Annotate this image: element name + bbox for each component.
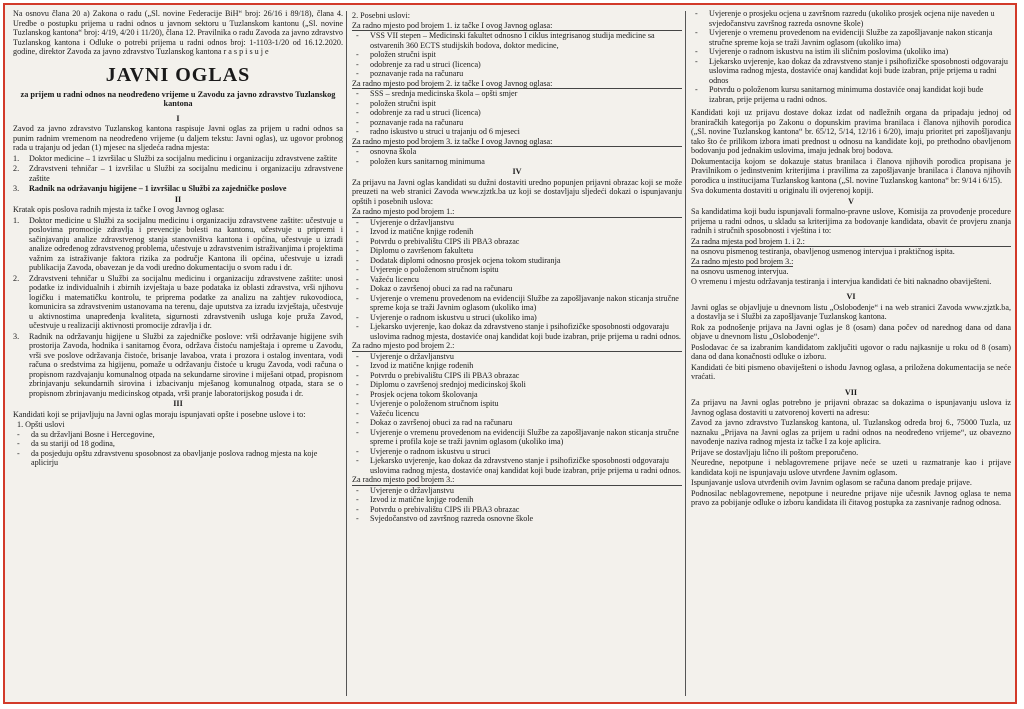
section-number: VII <box>844 387 858 397</box>
list-item: - Potvrdu o prebivalištu CIPS ili PBA3 obrazac <box>356 370 520 380</box>
list-item: - Uvjerenje o položenom stručnom ispitu <box>356 399 499 408</box>
list-item: - da su stariji od 18 godina, <box>17 439 115 448</box>
list-item: - Uvjerenje o vremenu provedenom na evidenciji Službe za zapošljavanje nakon sticanja stručne spreme koja se traži Javnim oglasom (ukoliko ima) <box>356 293 679 312</box>
list-item: - Dokaz o završenoj obuci za rad na računaru <box>356 418 513 427</box>
list-item: - Ljekarsko uvjerenje, kao dokaz da zdravstveno stanje i psihofizičke sposobnosti odgovaraju uslovima radnog mjesta, dostaviće onaj kandidat koji bude izabran, prije prijema u radni odnos. <box>356 456 681 475</box>
list-item: - osnovna škola <box>356 147 417 156</box>
list-item: - odobrenje za rad u struci (licenca) <box>356 59 481 69</box>
list-item: - Diplomu o završenom fakultetu <box>356 246 474 255</box>
list-item: - Uvjerenje o državljanstvu <box>356 485 454 495</box>
column-2 <box>352 9 682 698</box>
list-item: - Potvrdu o prebivalištu CIPS ili PBA3 obrazac <box>356 236 520 246</box>
list-item: - Uvjerenje o radnom iskustvu na istim ili sličnim poslovima (ukoliko ima) <box>695 47 949 56</box>
paragraph: Za prijavu na Javni oglas potrebno je prijavni obrazac sa dokazima o ispunjavanju uslova iz Javnog oglasa dostaviti u zatvorenoj koverti na adresu: <box>691 398 1011 417</box>
column-divider <box>346 11 347 696</box>
list-item: 2. Zdravstveni tehničar – 1 izvršilac u Službi za socijalnu medicinu i organizaciju zdravstvene zaštite <box>13 164 343 183</box>
position-heading: Za radno mjesto pod brojem 3.: <box>352 475 682 486</box>
list-item: - Važeću licencu <box>356 274 419 284</box>
list-item: - da su državljani Bosne i Hercegovine, <box>17 429 155 439</box>
position-heading: Za radno mjesto pod brojem 1. iz tačke I ovog Javnog oglasa: <box>352 21 682 32</box>
list-item: - VSS VII stepen – Medicinski fakultet odnosno I ciklus integrisanog studija medicine sa ostvarenih 360 ECTS studijskih bodova, doktor medicine, <box>356 31 655 50</box>
list-item: - Potvrdu o prebivalištu CIPS ili PBA3 obrazac <box>356 504 520 514</box>
list-item: - Uvjerenje o državljanstvu <box>356 217 454 227</box>
subsection-heading: 2. Posebni uslovi: <box>352 11 411 20</box>
paragraph: O vremenu i mjestu održavanja testiranja i intervjua kandidati će biti naknadno obaviješteni. <box>691 276 992 286</box>
list-item: 2. Zdravstveni tehničar u Službi za socijalnu medicinu i organizaciju zdravstvene zaštite: unosi podatke iz individualnih i zbirnih izvještaja u baze podataka iz oblasti zdravstva, vrši njihovu logičku i matematičku kontrolu, te priprema podatke za analizu na zahtjev rukovodioca, komunicira sa zdravstvenim ustanovama na terenu, daje uputstva za izradu izvještaja, učestvuje u aktivnostima unapređenja kvaliteta, sigurnosti zdravstvenih usluga koje pruža Zavod, učestvuje u realizaciji aktivnosti promocije zdravlja i dr. <box>13 273 343 330</box>
list-item: - Svjedočanstvo od završnog razreda osnovne škole <box>356 514 534 523</box>
section-text: Za prijavu na Javni oglas kandidati su dužni dostaviti uredno popunjen prijavni obrazac koji se može preuzeti na web stranici Zavoda www.zjztk.ba uz koji se dostavljaju sljedeći dokazi o ispunjavanju opštih i posebnih uslova: <box>352 177 682 206</box>
list-item: - Ljekarsko uvjerenje, kao dokaz da zdravstveno stanje i psihofizičke sposobnosti odgovaraju uslovima radnog mjesta, dostaviće onaj kandidat koji bude izabran, prije prijema u radni odnos. <box>356 322 681 341</box>
paragraph: Dokumentacija kojom se dokazuje status branilaca i članova njihovih porodica propisana je Pravilnikom o jedinstvenim kriterijima i pravilima za zapošljavanje branilaca i članova njihovih porodica u institucijama Tuzlanskog kantona („Sl. novine Tuzlanskog kantona“ br: 9/14 i 6/15). <box>691 156 1011 185</box>
position-heading: Za radno mjesto pod brojem 2.: <box>352 341 682 352</box>
section-text: Zavod za javno zdravstvo Tuzlanskog kantona raspisuje Javni oglas za prijem u radni odnos sa punim radnim vremenom na neodređeno vrijeme (u daljem tekstu: Javni oglas), uz ugovor probnog rada u trajanju od jedan (1) mjesec na sljedeća radna mjesta: <box>13 124 343 152</box>
section-number: III <box>173 399 183 408</box>
section-text: Kandidati koji se prijavljuju na Javni oglas moraju ispunjavati opšte i posebne uslove i to: <box>13 409 306 419</box>
list-item: - Uvjerenje o državljanstvu <box>356 351 454 361</box>
paragraph: Poslodavac će sa izabranim kandidatom zaključiti ugovor o radu najkasnije u roku od 8 (osam) dana od dana konačnosti odluke o izboru. <box>691 342 1011 361</box>
list-item: - Uvjerenje o prosjeku ocjena u završnom razredu (ukoliko prosjek ocjena nije naveden u svjedočanstvu završnog razreda osnovne škole) <box>695 9 995 28</box>
list-item: - Uvjerenje o radnom iskustvu u struci <box>356 446 491 456</box>
list-item: - Uvjerenje o radnom iskustvu u struci (ukoliko ima) <box>356 312 537 322</box>
list-item: - Prosjek ocjena tokom školovanja <box>356 389 478 399</box>
paragraph: Neuredne, nepotpune i neblagovremene prijave neće se uzeti u razmatranje kao i prijave kandidata koji ne ispunjavaju uslove utvrđene Javnim oglasom. <box>691 458 1011 477</box>
list-item: - Izvod iz matične knjige rođenih <box>356 227 474 236</box>
section-text: Kratak opis poslova radnih mjesta iz tačke I ovog Javnog oglasa: <box>13 205 225 214</box>
list-item: 1. Doktor medicine u Službi za socijalnu medicinu i organizaciju zdravstvene zaštite: učestvuje u poslovima promocije zdravlja i prevencije bolesti na kantonu, učestvuje u pripremi i sačinjavanju analize zdravstvenog stanja stanovništva kantona i općina, učestvuje u izradi analize određenog zdravstvenog problema, učestvuje u zdravstvenim istraživanjima i projektima važnim za istraživanje faktora rizika za područje Kantona ili općina, učestvuje u izradi publikacija Zavoda, obavezan je da vodi uredno dokumentaciju o svom radu i dr. <box>13 215 343 272</box>
list-item: - Dokaz o završenoj obuci za rad na računaru <box>356 284 513 293</box>
list-item: - radno iskustvo u struci u trajanju od 6 mjeseci <box>356 127 520 136</box>
section-number: II <box>174 194 182 204</box>
paragraph: Zavod za javno zdravstvo Tuzlanskog kantona, ul. Tuzlanskog odreda broj 6., 75000 Tuzla, uz naznaku „Prijava na Javni oglas za prijem u radni odnos na neodređeno vrijeme“, uz obavezno navođenje naziva radnog mjesta iz tačke I za koje aplicira. <box>691 418 1011 446</box>
list-item: - poznavanje rada na računaru <box>356 117 464 127</box>
list-item: - odobrenje za rad u struci (licenca) <box>356 108 481 117</box>
section-number: V <box>848 196 854 206</box>
paragraph: Sva dokumenta dostaviti u originalu ili ovjerenoj kopiji. <box>691 186 874 195</box>
column-1 <box>13 9 343 698</box>
list-item: 3. Radnik na održavanju higijene – 1 izvršilac u Službi za zajedničke poslove <box>13 184 287 193</box>
section-number: IV <box>512 167 522 176</box>
column-3 <box>691 9 1011 698</box>
paragraph: Kandidati će biti pismeno obaviješteni o ishodu Javnog oglasa, a priložena dokumentacija se neće vraćati. <box>691 362 1011 381</box>
list-item: 1. Doktor medicine – 1 izvršilac u Službi za socijalnu medicinu i organizaciju zdravstvene zaštite <box>13 153 338 163</box>
subsection-heading: 1. Opšti uslovi <box>17 420 65 429</box>
list-item: - Uvjerenje o položenom stručnom ispitu <box>356 265 499 274</box>
list-item: - Uvjerenje o vremenu provedenom na evidenciji Službe za zapošljavanje nakon sticanja stručne spreme i profila koje se traži javnim oglasom (ukoliko ima) <box>356 427 679 446</box>
list-item: - položen stručni ispit <box>356 50 436 59</box>
position-heading: Za radno mjesto pod brojem 2. iz tačke I ovog Javnog oglasa: <box>352 79 682 90</box>
section-number: VI <box>846 292 856 301</box>
position-heading: Za radno mjesto pod brojem 3. iz tačke I ovog Javnog oglasa: <box>352 137 682 148</box>
list-item: 3. Radnik na održavanju higijene u Službi za zajedničke poslove: vrši održavanje higijene svih prostorija Zavoda, hodnika i sanitarnog čvora, održava čistoću namještaja i opreme u Zavodu, vrši sve poslove održavanja čistoće, brisanje lavaboa, vrata i prozora i ostalog inventara, vodi računa o sredstvima za higijenu, pomaže u održavanju čistoće u krugu Zavoda, vodi računa o propisnom razdvajanju komunalnog otpada na sekundarne sirovine i miješani otpad, propisnom zbrinjavanju sekundarnih sirovina i izbacivanju mješanog komunalnog otpada, stara se o propisnom zbrinjavanju medicinskog otpada, vrši pranje laboratorijskog posuđa i dr. <box>13 331 343 398</box>
list-item: - položen stručni ispit <box>356 98 436 108</box>
position-heading: Za radno mjesto pod brojem 1.: <box>352 207 682 218</box>
notice-title: JAVNI OGLAS <box>105 63 251 86</box>
list-item: - Potvrdu o položenom kursu sanitarnog minimuma dostaviće onaj kandidat koji bude izabran, prije prijema u radni odnos. <box>695 85 984 104</box>
section-number: I <box>176 113 180 123</box>
paragraph: Podnosilac neblagovremene, nepotpune i neuredne prijave nije učesnik Javnog oglasa te nema pravo za pobijanje odluke o izboru kandidata ili čitavog postupka za zasnivanje radnog odnosa. <box>691 488 1011 507</box>
position-heading: Za radno mjesto pod brojem 3.: <box>691 256 794 266</box>
list-item: - Izvod iz matične knjige rođenih <box>356 361 474 370</box>
paragraph: Kandidati koji uz prijavu dostave dokaz izdat od nadležnih organa da pripadaju jednoj od braniračkih kategorija po Zakonu o dopunskim pravima branilaca i članova njihovih porodica („Sl. novine Tuzlanskog kantona“ br. 65/12, 5/14, 12/16 i 6/20), imaju prioritet pri zapošljavanju tako što će prilikom izbora imati prednost u odnosu na kandidate koji, po prethodno obavljenom bodovanju pod jednakim uslovima, imaju jednak broj bodova. <box>691 108 1011 155</box>
notice-subtitle: za prijem u radni odnos na neodređeno vrijeme u Zavodu za javno zdravstvo Tuzlanskog kantona <box>20 89 336 108</box>
list-item: - Važeću licencu <box>356 408 419 418</box>
list-item: - poznavanje rada na računaru <box>356 69 464 78</box>
list-item: - Uvjerenje o vremenu provedenom na evidenciji Službe za zapošljavanje nakon sticanja stručne spreme koja se traži Javnim oglasom (ukoliko ima) <box>695 28 993 47</box>
paragraph: na osnovu pismenog testiranja, obavljenog usmenog intervjua i praktičnog ispita. <box>691 247 955 256</box>
column-divider <box>685 11 686 696</box>
paragraph: Prijave se dostavljaju lično ili poštom preporučeno. <box>691 447 859 457</box>
list-item: - položen kurs sanitarnog minimuma <box>356 156 485 166</box>
list-item: - Ljekarsko uvjerenje, kao dokaz da zdravstveno stanje i psihofizičke sposobnosti odgovaraju uslovima radnog mjesta, dostaviće onaj kandidat koji bude izabran, prije prijema u radni odnos <box>695 56 1008 85</box>
position-heading: Za radna mjesta pod brojem 1. i 2.: <box>691 237 1011 248</box>
list-item: - Izvod iz matične knjige rođenih <box>356 495 474 504</box>
paragraph: Ispunjavanje uslova utvrđenih ovim Javnim oglasom se računa danom predaje prijave. <box>691 478 972 487</box>
legal-basis-intro: Na osnovu člana 20 a) Zakona o radu („Sl. novine Federacije BiH“ broj: 26/16 i 89/18), člana 4. Uredbe o postupku prijema u radni odnos u javnom sektoru u Tuzlanskom kantonu („Sl. novine Tuzlanskog kantona“ broj: 4/19, 4/20 i 11/20), člana 12. Pravilnika o radu Zavoda za javno zdravstvo Tuzlanskog kantona i Odluke o potrebi prijema u radni odnos broj: 1-1103-1/20 od 16.12.2020. godine, direktor Zavoda za javno zdravstvo Tuzlanskog kantona r a s p i s u j e <box>13 9 343 56</box>
paragraph: na osnovu usmenog intervjua. <box>691 267 789 276</box>
list-item: - Dodatak diplomi odnosno prosjek ocjena tokom studiranja <box>356 255 561 265</box>
newspaper-clipping <box>3 3 1017 704</box>
list-item: - Diplomu o završenoj srednjoj medicinskoj školi <box>356 380 526 389</box>
list-item: - SSS – srednja medicinska škola – opšti smjer <box>356 89 518 98</box>
list-item: - da posjeduju opštu zdravstvenu sposobnost za obavljanje poslova radnog mjesta na koje aplicirju <box>17 448 318 467</box>
paragraph: Javni oglas se objavljuje u dnevnom listu „Oslobođenje“ i na web stranici Zavoda www.zjztk.ba, a dostavlja se i Službi za zapošljavanje Tuzlanskog kantona. <box>691 302 1011 321</box>
section-text: Sa kandidatima koji budu ispunjavali formalno-pravne uslove, Komisija za provođenje procedure prijema u radni odnos, u skladu sa kriterijima za bodovanje kandidata, obavit će provjeru znanja radnih i stručnih sposobnosti i vještina i to: <box>691 207 1011 235</box>
paragraph: Rok za podnošenje prijava na Javni oglas je 8 (osam) dana počev od narednog dana od dana objave u dnevnom listu „Oslobođenje“. <box>691 322 1011 341</box>
